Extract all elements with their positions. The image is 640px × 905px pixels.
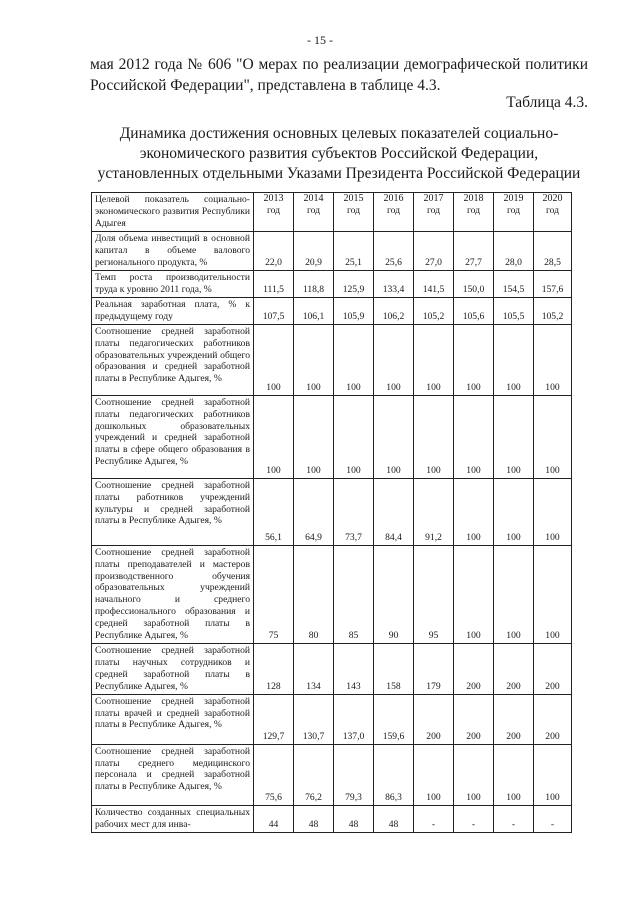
value-cell: 95 [414,545,454,643]
value-cell: 86,3 [374,744,414,805]
table-row [92,395,572,478]
value-cell: 28,5 [534,231,572,270]
value-cell: 200 [494,694,534,744]
value-cell: 125,9 [334,270,374,297]
value-cell: 20,9 [294,231,334,270]
header-year-cell: 2017 год [414,193,454,232]
value-cell: 100 [374,324,414,395]
table-label: Таблица 4.3. [506,94,588,111]
table-row [92,324,572,395]
header-year-cell: 2014 год [294,193,334,232]
indicator-label: Реальная заработная плата, % к предыдущему году [92,297,254,324]
value-cell: 154,5 [494,270,534,297]
indicator-label: Количество созданных специальных рабочих мест для инва- [92,805,254,832]
value-cell: 100 [454,744,494,805]
table-row [92,231,572,270]
value-cell: 25,1 [334,231,374,270]
value-cell: 118,8 [294,270,334,297]
value-cell: 100 [414,324,454,395]
header-year-cell: 2016 год [374,193,414,232]
value-cell: 44 [254,805,294,832]
table-row [92,744,572,805]
value-cell: 157,6 [534,270,572,297]
value-cell: 100 [414,744,454,805]
value-cell: 130,7 [294,694,334,744]
value-cell: - [414,805,454,832]
indicator-label: Соотношение средней заработной платы педагогических работников образовательных учреждений общего образования и средней заработной платы в Республике Адыгея, % [92,324,254,395]
value-cell: 48 [294,805,334,832]
value-cell: 100 [334,324,374,395]
table-row [92,270,572,297]
indicator-label: Темп роста производительности труда к уровню 2011 года, % [92,270,254,297]
value-cell: 27,7 [454,231,494,270]
value-cell: 200 [414,694,454,744]
value-cell: 134 [294,643,334,694]
value-cell: 200 [454,694,494,744]
value-cell: 100 [374,395,414,478]
value-cell: 79,3 [334,744,374,805]
value-cell: - [454,805,494,832]
table-title: Динамика достижения основных целевых показателей социально-экономического развития субъектов Российской Федерации, установленных отдельными Указами Президента Российской Федерации [97,125,581,182]
value-cell: 27,0 [414,231,454,270]
value-cell: 100 [414,395,454,478]
value-cell: 107,5 [254,297,294,324]
value-cell: 48 [374,805,414,832]
value-cell: 90 [374,545,414,643]
indicator-label: Соотношение средней заработной платы среднего медицинского персонала и средней заработной платы в Республике Адыгея, % [92,744,254,805]
value-cell: 100 [454,478,494,545]
table-row [92,478,572,545]
indicator-label: Доля объема инвестиций в основной капитал в объеме валового регионального продукта, % [92,231,254,270]
header-year-cell: 2015 год [334,193,374,232]
header-year-cell: 2020 год [534,193,572,232]
header-year-cell: 2013 год [254,193,294,232]
indicator-label: Соотношение средней заработной платы работников учреждений культуры и средней заработной платы в Республике Адыгея, % [92,478,254,545]
value-cell: 100 [334,395,374,478]
value-cell: 105,9 [334,297,374,324]
value-cell: 100 [534,545,572,643]
table-row [92,297,572,324]
value-cell: 105,2 [414,297,454,324]
value-cell: 76,2 [294,744,334,805]
value-cell: 133,4 [374,270,414,297]
value-cell: 91,2 [414,478,454,545]
value-cell: 150,0 [454,270,494,297]
value-cell: 48 [334,805,374,832]
header-year-cell: 2018 год [454,193,494,232]
value-cell: 137,0 [334,694,374,744]
value-cell: 100 [494,744,534,805]
value-cell: 100 [254,324,294,395]
value-cell: 100 [494,545,534,643]
value-cell: 105,6 [454,297,494,324]
value-cell: 105,5 [494,297,534,324]
value-cell: 100 [454,395,494,478]
value-cell: 111,5 [254,270,294,297]
value-cell: 100 [254,395,294,478]
value-cell: 100 [494,395,534,478]
value-cell: 100 [454,545,494,643]
table-row [92,643,572,694]
value-cell: 200 [454,643,494,694]
value-cell: 64,9 [294,478,334,545]
value-cell: 143 [334,643,374,694]
value-cell: 159,6 [374,694,414,744]
value-cell: 200 [494,643,534,694]
value-cell: 100 [534,324,572,395]
indicator-label: Соотношение средней заработной платы педагогических работников дошкольных образовательных учреждений и средней заработной платы в сфере общего образования в Республике Адыгея, % [92,395,254,478]
value-cell: 158 [374,643,414,694]
value-cell: 141,5 [414,270,454,297]
value-cell: 25,6 [374,231,414,270]
value-cell: 200 [534,694,572,744]
value-cell: 73,7 [334,478,374,545]
intro-paragraph: мая 2012 года № 606 "О мерах по реализации демографической политики Российской Федерации", представлена в таблице 4.3. [90,56,588,94]
value-cell: 100 [494,324,534,395]
value-cell: 100 [534,478,572,545]
indicators-table [91,192,572,833]
indicator-label: Соотношение средней заработной платы научных сотрудников и средней заработной платы в Республике Адыгея, % [92,643,254,694]
indicator-label: Соотношение средней заработной платы преподавателей и мастеров производственного обучения образовательных учреждений начального и среднего профессионального образования и средней заработной платы в Республике Адыгея, % [92,545,254,643]
value-cell: 56,1 [254,478,294,545]
value-cell: 100 [294,395,334,478]
value-cell: 179 [414,643,454,694]
table-header-row [92,193,572,232]
header-year-cell: 2019 год [494,193,534,232]
value-cell: 100 [454,324,494,395]
header-indicator-cell: Целевой показатель социально-экономического развития Республики Адыгея [92,193,254,232]
table-row [92,545,572,643]
value-cell: 106,2 [374,297,414,324]
table-row [92,805,572,832]
value-cell: 105,2 [534,297,572,324]
value-cell: - [534,805,572,832]
value-cell: 129,7 [254,694,294,744]
value-cell: 84,4 [374,478,414,545]
value-cell: 80 [294,545,334,643]
value-cell: 100 [294,324,334,395]
value-cell: 22,0 [254,231,294,270]
value-cell: 100 [534,395,572,478]
value-cell: 106,1 [294,297,334,324]
value-cell: 75,6 [254,744,294,805]
page-number: - 15 - [307,33,333,47]
value-cell: 100 [494,478,534,545]
value-cell: 85 [334,545,374,643]
value-cell: 100 [534,744,572,805]
indicator-label: Соотношение средней заработной платы врачей и средней заработной платы в Республике Адыгея, % [92,694,254,744]
value-cell: - [494,805,534,832]
value-cell: 128 [254,643,294,694]
value-cell: 200 [534,643,572,694]
value-cell: 75 [254,545,294,643]
value-cell: 28,0 [494,231,534,270]
table-row [92,694,572,744]
